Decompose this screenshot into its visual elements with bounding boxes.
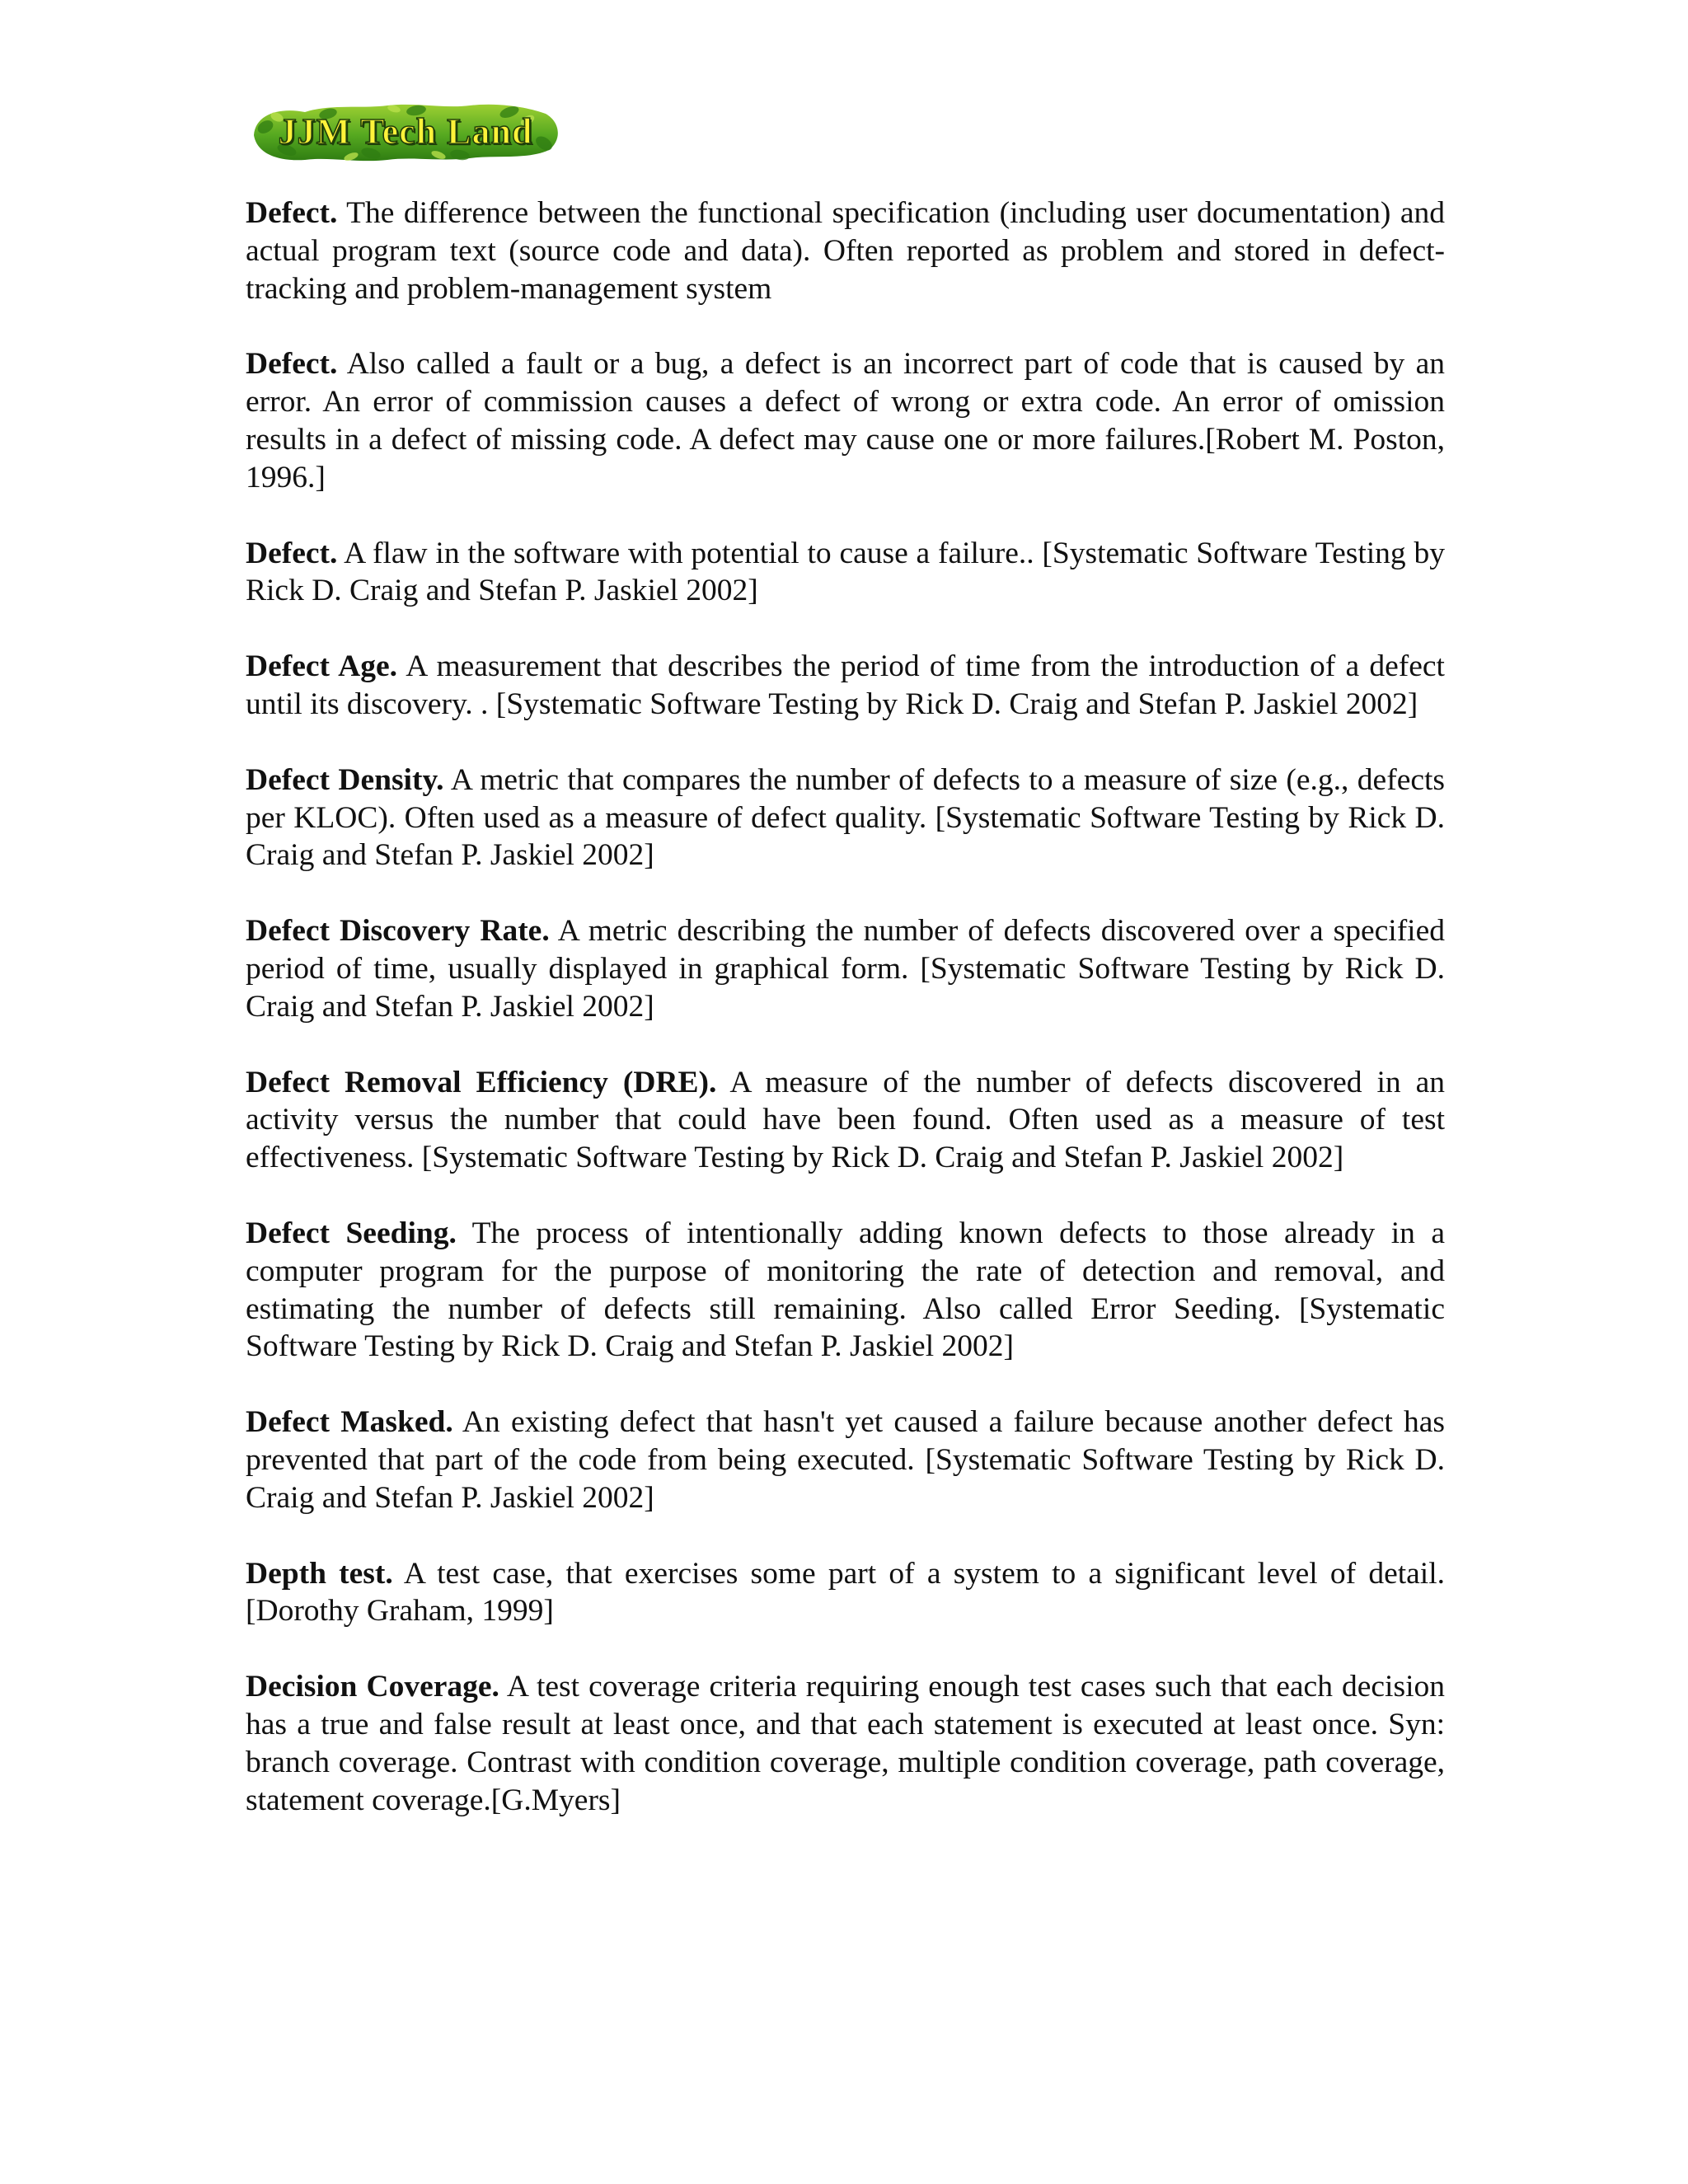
glossary-entry: [246, 1555, 1445, 1631]
entry-term: Defect Masked.: [246, 1405, 453, 1440]
glossary-entries: [246, 194, 1445, 1857]
entry-definition: Also called a fault or a bug, a defect is an incorrect part of code that is caused by an error. An error of commission causes a defect of wrong or extra code. An error of omission results in a defect of missing code. A defect may cause one or more failures.[Robert M. Poston, 1996.]: [246, 347, 1445, 494]
glossary-entry: [246, 1404, 1445, 1516]
glossary-entry: [246, 912, 1445, 1025]
glossary-entry: [246, 648, 1445, 724]
glossary-entry: [246, 194, 1445, 307]
glossary-entry: [246, 762, 1445, 874]
entry-term: Defect Density.: [246, 762, 444, 797]
entry-definition: A measurement that describes the period of time from the introduction of a defect until its discovery. . [Systematic Software Testing by Rick D. Craig and Stefan P. Jaskiel 2002]: [246, 649, 1445, 721]
glossary-entry: [246, 1215, 1445, 1366]
entry-definition: An existing defect that hasn't yet caused a failure because another defect has prevented that part of the code from being executed. [Systematic Software Testing by Rick D. Craig and Stefan P. Jaskiel 2002]: [246, 1405, 1445, 1515]
entry-definition: A test case, that exercises some part of a system to a significant level of detail. [Dorothy Graham, 1999]: [246, 1556, 1446, 1629]
jjm-tech-land-logo: [247, 97, 564, 166]
entry-definition: A test coverage criteria requiring enough test cases such that each decision has a true and false result at least once, and that each statement is executed at least once. Syn: branch coverage. Contrast with condition coverage, multiple condition coverage, path coverage, statement coverage.[G.Myers]: [246, 1670, 1445, 1817]
entry-definition: The difference between the functional specification (including user documentation) and actual program text (source code and data). Often reported as problem and stored in defect-tracking and problem-management system: [246, 196, 1445, 306]
entry-term: Defect Removal Efficiency (DRE).: [246, 1065, 717, 1099]
glossary-entry: [246, 345, 1445, 496]
entry-term: Defect Seeding.: [246, 1216, 457, 1250]
entry-term: Decision Coverage.: [246, 1670, 499, 1704]
entry-term: Defect Discovery Rate.: [246, 914, 550, 949]
entry-term: Depth test.: [246, 1556, 393, 1591]
entry-definition: A flaw in the software with potential to cause a failure.. [Systematic Software Testing by Rick D. Craig and Stefan P. Jaskiel 2002]: [246, 536, 1445, 608]
glossary-entry: [246, 1064, 1445, 1177]
entry-term: Defect.: [246, 196, 338, 230]
entry-term: Defect.: [246, 347, 338, 382]
glossary-entry: [246, 535, 1445, 611]
logo-text: JJM Tech Land: [278, 111, 533, 152]
entry-definition: A measure of the number of defects discovered in an activity versus the number that could have been found. Often used as a measure of test effectiveness. [Systematic Software Testing by Rick D. Craig and Stefan P. Jaskiel 2002]: [246, 1065, 1445, 1175]
entry-definition: A metric that compares the number of defects to a measure of size (e.g., defects per KLOC). Often used as a measure of defect quality. [Systematic Software Testing by Rick D. Craig and Stefan P. Jaskiel 2002]: [246, 762, 1445, 873]
entry-term: Defect Age.: [246, 649, 398, 684]
glossary-entry: [246, 1668, 1445, 1819]
entry-definition: A metric describing the number of defects discovered over a specified period of time, usually displayed in graphical form. [Systematic Software Testing by Rick D. Craig and Stefan P. Jaskiel 2002]: [246, 914, 1445, 1024]
entry-definition: The process of intentionally adding known defects to those already in a computer program for the purpose of monitoring the rate of detection and removal, and estimating the number of defects still remaining. Also called Error Seeding. [Systematic Software Testing by Rick D. Craig and Stefan P. Jaskiel 2002]: [246, 1216, 1446, 1364]
entry-term: Defect.: [246, 536, 338, 570]
